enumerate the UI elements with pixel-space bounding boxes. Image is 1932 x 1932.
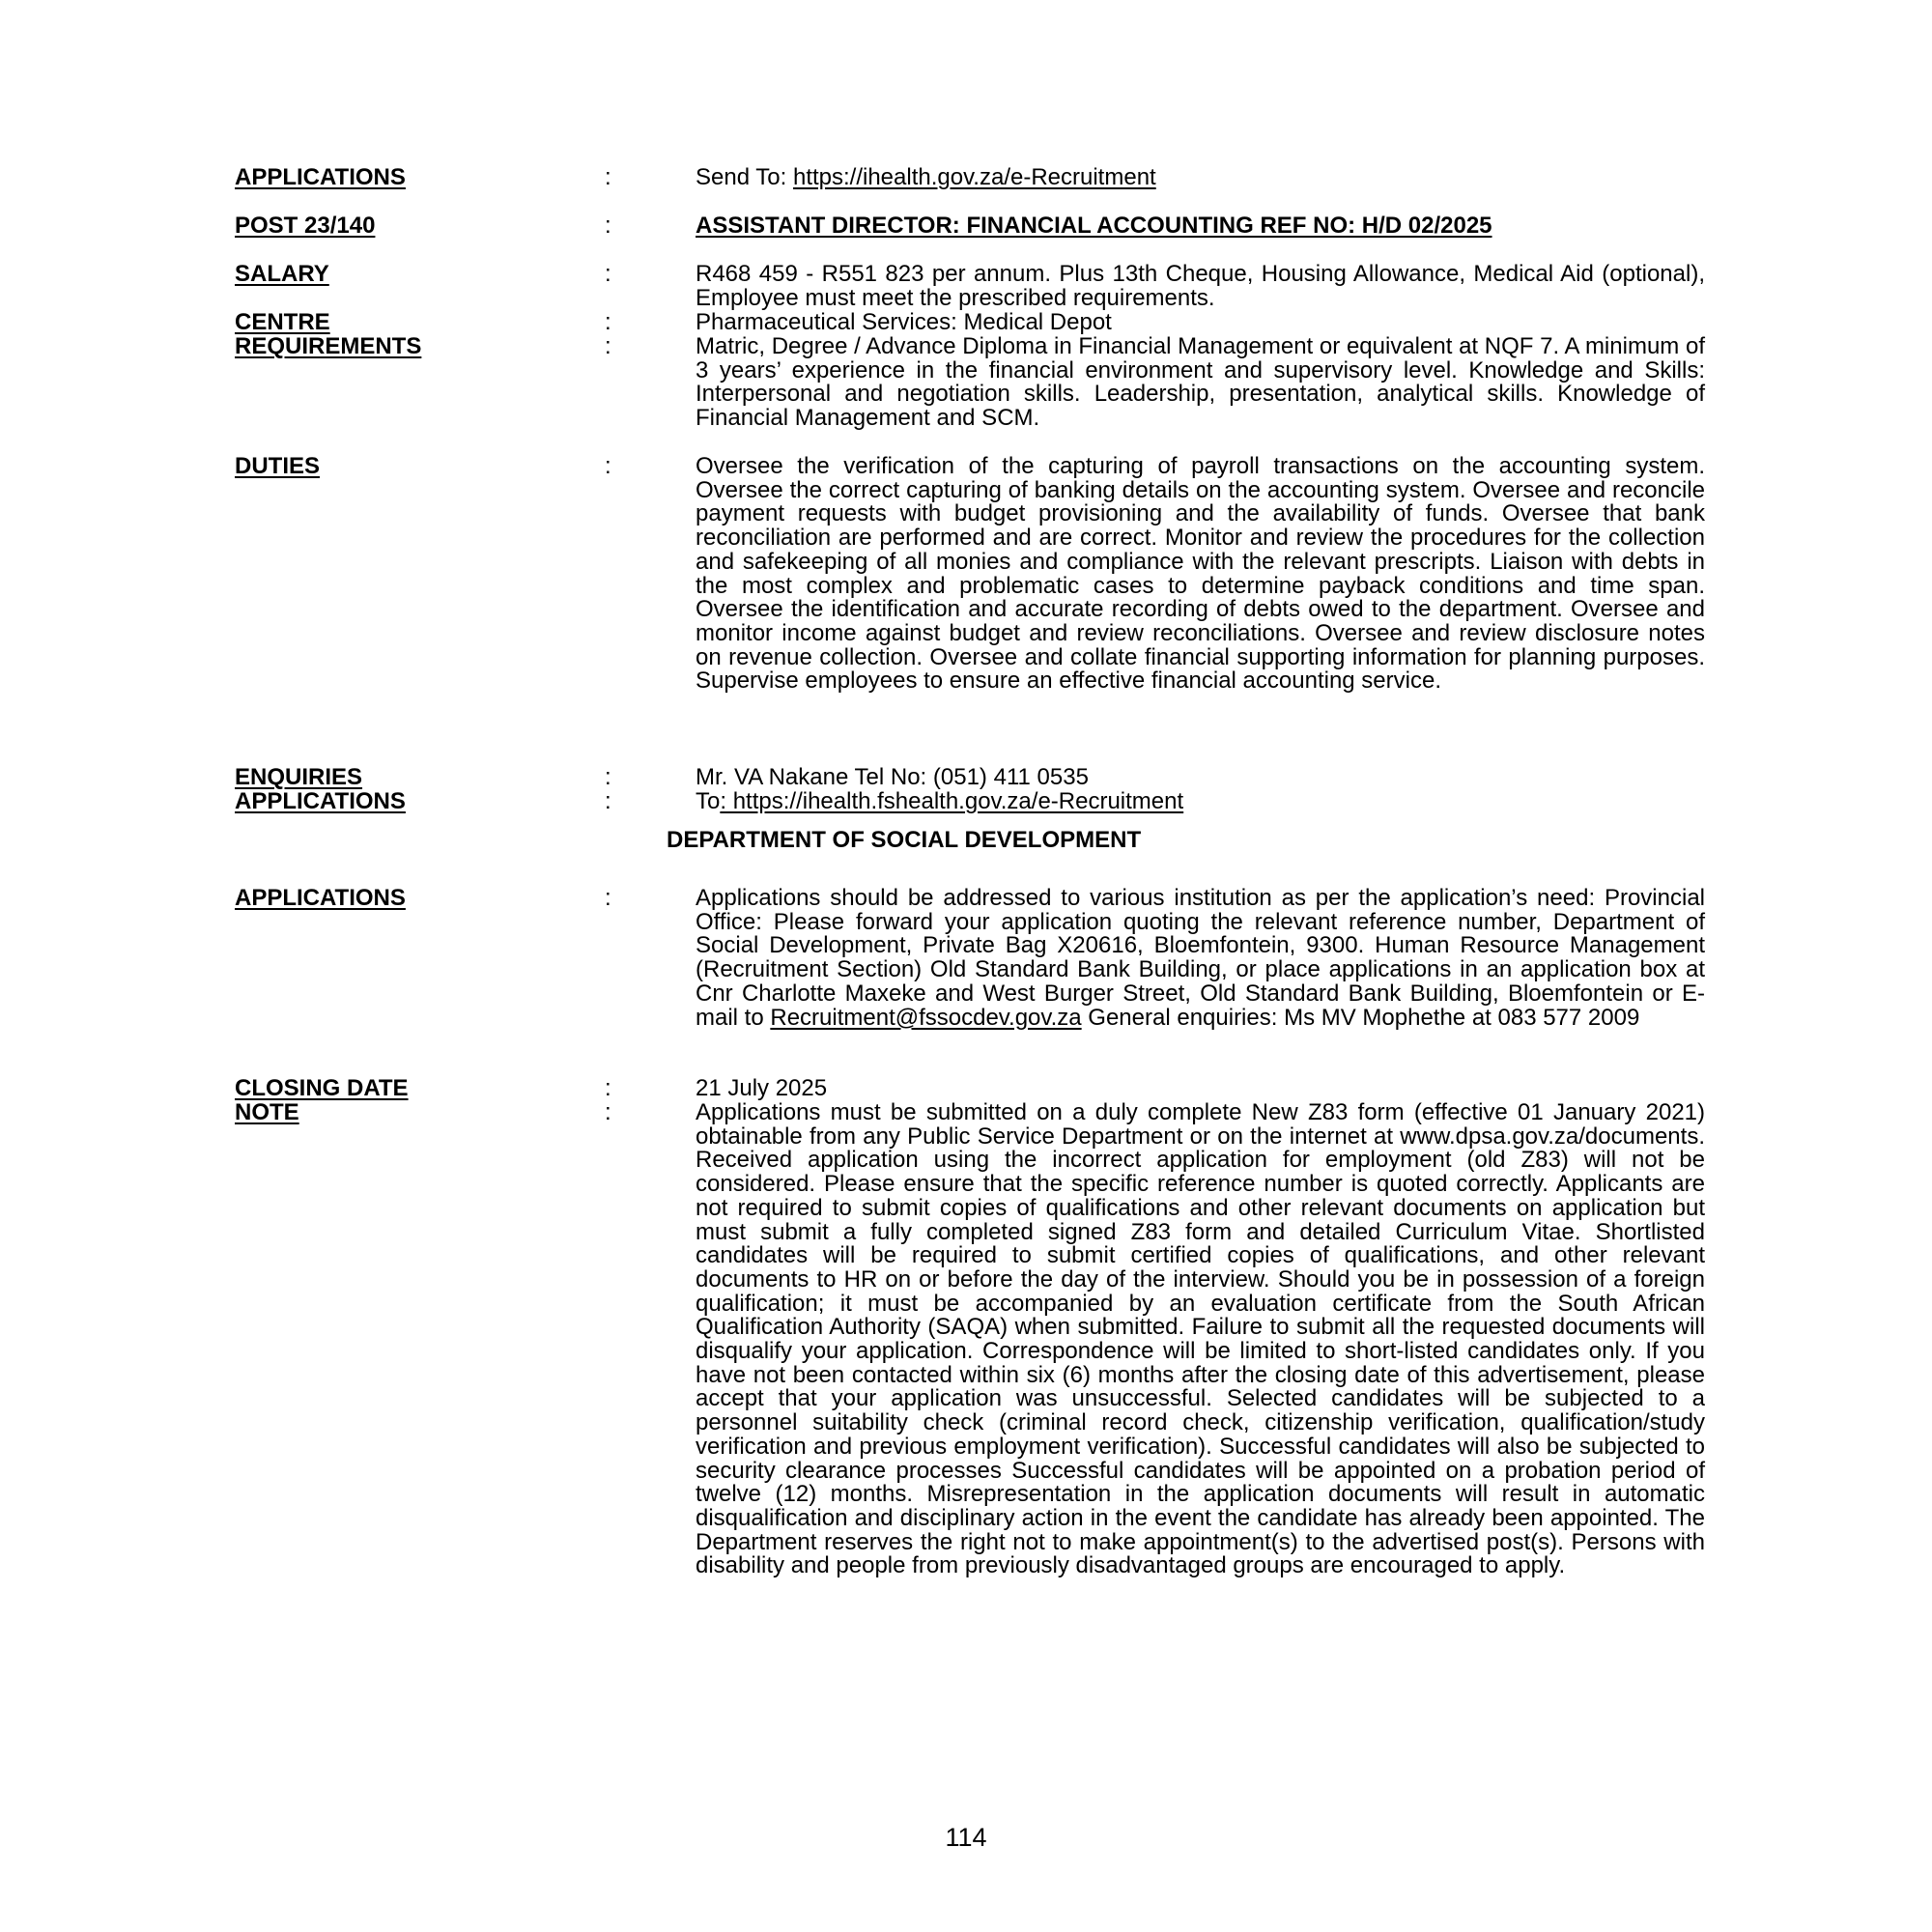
applications-social-colon: : <box>605 885 611 911</box>
applications-health-link[interactable]: : https://ihealth.fshealth.gov.za/e-Recruitment <box>720 788 1184 814</box>
enquiries-colon: : <box>605 764 611 790</box>
applications-top-colon: : <box>605 164 611 190</box>
centre-value: Pharmaceutical Services: Medical Depot <box>696 309 1112 335</box>
post-title: ASSISTANT DIRECTOR: FINANCIAL ACCOUNTING REF NO: H/D 02/2025 <box>696 213 1492 239</box>
applications-health-label: APPLICATIONS <box>235 788 406 814</box>
note-value: Applications must be submitted on a duly complete New Z83 form (effective 01 January 2021) obtainable from any Public Service Department or on the internet at www.dpsa.gov.za/documents. Received application using the incorrect application for employment (old Z83) will not be considered. Please ensure that the specific reference number is quoted correctly. Applicants are not required to submit copies of qualifications and other relevant documents on application but must submit a fully completed signed Z83 form and detailed Curriculum Vitae. Shortlisted candidates will be required to submit certified copies of qualifications, and other relevant documents to HR on or before the day of the interview. Should you be in possession of a foreign qualification; it must be accompanied by an evaluation certificate from the South African Qualification Authority (SAQA) when submitted. Failure to submit all the requested documents will disqualify your application. Correspondence will be limited to short-listed candidates only. If you have not been contacted within six (6) months after the closing date of this advertisement, please accept that your application was unsuccessful. Selected candidates will be subjected to a personnel suitability check (criminal record check, citizenship verification, qualification/study verification and previous employment verification). Successful candidates will also be subjected to security clearance processes Successful candidates will be appointed on a probation period of twelve (12) months. Misrepresentation in the application documents will result in automatic disqualification and disciplinary action in the event the candidate has already been appointed. The Department reserves the right not to make appointment(s) to the advertised post(s). Persons with disability and people from previously disadvantaged groups are encouraged to apply. <box>696 1099 1705 1579</box>
post-colon: : <box>605 213 611 239</box>
applications-health-value <box>696 790 1705 814</box>
applications-social-text-after: General enquiries: Ms MV Mophethe at 083 577 2009 <box>1081 1004 1640 1031</box>
page-number: 114 <box>945 1823 987 1852</box>
duties-colon: : <box>605 453 611 479</box>
closing-date-label: CLOSING DATE <box>235 1075 409 1101</box>
salary-label: SALARY <box>235 261 329 287</box>
centre-colon: : <box>605 309 611 335</box>
closing-date-value: 21 July 2025 <box>696 1075 828 1101</box>
centre-label: CENTRE <box>235 309 330 335</box>
applications-social-label: APPLICATIONS <box>235 885 406 911</box>
requirements-label: REQUIREMENTS <box>235 333 422 359</box>
duties-label: DUTIES <box>235 453 321 479</box>
duties-value: Oversee the verification of the capturing of payroll transactions on the accounting system. Oversee the correct capturing of banking details on the accounting system. Oversee and reconcile payment requests with budget provisioning and the availability of funds. Oversee that bank reconciliation are performed and are correct. Monitor and review the procedures for the collection and safekeeping of all monies and compliance with the relevant prescripts. Liaison with debts in the most complex and problematic cases to determine payback conditions and time span. Oversee the identification and accurate recording of debts owed to the department. Oversee and monitor income against budget and review reconciliations. Oversee and review disclosure notes on revenue collection. Oversee and collate financial supporting information for planning purposes. Supervise employees to ensure an effective financial accounting service. <box>696 453 1705 695</box>
applications-top-label: APPLICATIONS <box>235 164 406 190</box>
closing-date-colon: : <box>605 1075 611 1101</box>
requirements-colon: : <box>605 333 611 359</box>
enquiries-value: Mr. VA Nakane Tel No: (051) 411 0535 <box>696 764 1089 790</box>
requirements-value: Matric, Degree / Advance Diploma in Financial Management or equivalent at NQF 7. A minimum of 3 years’ experience in the financial environment and supervisory level. Knowledge and Skills: Interpersonal and negotiation skills. Leadership, presentation, analytical skills. Knowledge of Financial Management and SCM. <box>696 333 1705 432</box>
salary-colon: : <box>605 261 611 287</box>
applications-top-link[interactable]: https://ihealth.gov.za/e-Recruitment <box>792 164 1156 190</box>
applications-social-text-before: Applications should be addressed to various institution as per the application’s need: Provincial Office: Please forward your application quoting the relevant reference number, Department of Social Development, Private Bag X20616, Bloemfontein, 9300. Human Resource Management (Recruitment Section) Old Standard Bank Building, or place applications in an application box at Cnr Charlotte Maxeke and West Burger Street, Old Standard Bank Building, Bloemfontein or E-mail to <box>696 885 1705 1031</box>
applications-top-value <box>696 166 1705 190</box>
post-label: POST 23/140 <box>235 213 376 239</box>
applications-health-prefix: To <box>696 788 721 814</box>
applications-health-colon: : <box>605 788 611 814</box>
applications-social-value <box>696 887 1705 1030</box>
department-heading: DEPARTMENT OF SOCIAL DEVELOPMENT <box>667 827 1142 853</box>
salary-value: R468 459 - R551 823 per annum. Plus 13th Cheque, Housing Allowance, Medical Aid (optional), Employee must meet the prescribed requirements. <box>696 261 1705 311</box>
note-colon: : <box>605 1099 611 1125</box>
note-label: NOTE <box>235 1099 299 1125</box>
recruitment-email-link[interactable]: Recruitment@fssocdev.gov.za <box>770 1004 1082 1031</box>
enquiries-label: ENQUIRIES <box>235 764 363 790</box>
applications-top-prefix: Send To: <box>696 164 793 190</box>
